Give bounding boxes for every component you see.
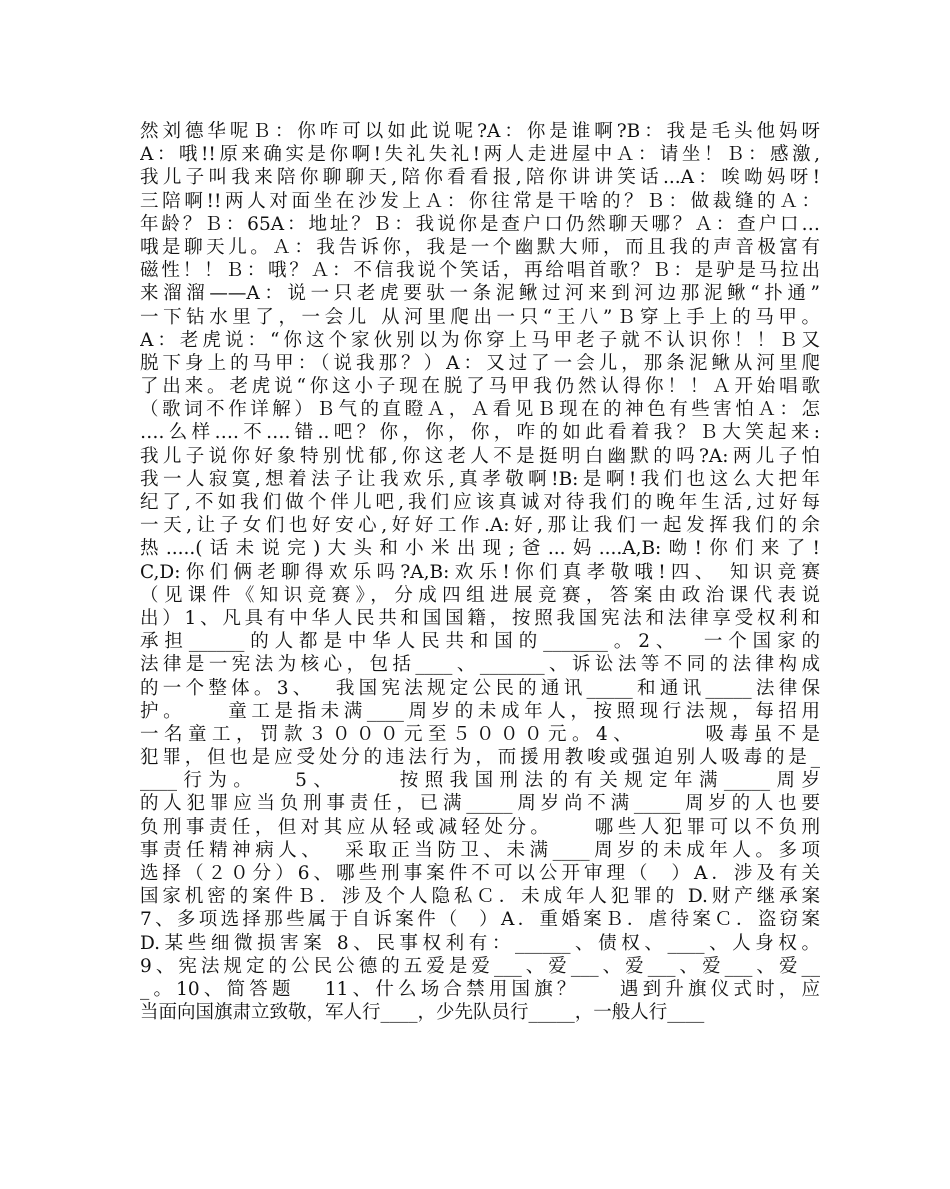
text-line: 出）1、凡具有中华人民共和国国籍，按照我国宪法和法律享受权利和 xyxy=(140,607,820,629)
text-line: ….么样….不….错..吧？你，你，你，咋的如此看着我？Ｂ大笑起来: xyxy=(140,422,820,444)
text-line: 磁性！！Ｂ：哦？Ａ：不信我说个笑话，再给唱首歌？Ｂ：是驴是马拉出 xyxy=(140,260,820,282)
text-line: 犯罪，但也是应受处分的违法行为，而援用教唆或强迫别人吸毒的是_ xyxy=(140,747,820,769)
text-line: 一下钻水里了，一会儿 从河里爬出一只“王八”Ｂ穿上手上的马甲。 xyxy=(140,306,820,328)
text-line: 热.....(话未说完)大头和小米出现;爸...妈....A,B:呦!你们来了! xyxy=(140,538,820,560)
text-line: 我儿子说你好象特别忧郁,你这老人不是挺明白幽默的吗?A:两儿子怕 xyxy=(140,445,820,467)
text-line: 法律是一宪法为核心，包括____、_______、诉讼法等不同的法律构成 xyxy=(140,654,820,676)
text-line: 9、宪法规定的公民公德的五爱是爱___、爱___、爱___、爱___、爱__ xyxy=(140,955,820,977)
text-line: 的人犯罪应当负刑事责任，已满_____周岁尚不满_____周岁的人也要 xyxy=(140,793,820,815)
text-line: 的一个整体。3、 我国宪法规定公民的通讯_____和通讯_____法律保 xyxy=(140,677,820,699)
text-line: 一天,让子女们也好安心,好好工作.A:好,那让我们一起发挥我们的余 xyxy=(140,515,820,537)
text-line: 我一人寂寞,想着法子让我欢乐,真孝敬啊!B:是啊!我们也这么大把年 xyxy=(140,468,820,490)
text-line: 7、多项选择那些属于自诉案件（ ）A．重婚案Ｂ．虐待案Ｃ．盗窃案 xyxy=(140,909,820,931)
text-line: 然刘德华呢Ｂ：你咋可以如此说呢?A：你是谁啊?B：我是毛头他妈呀 xyxy=(140,121,820,142)
text-line: C,D:你们俩老聊得欢乐吗?A,B:欢乐!你们真孝敬哦!四、 知识竞赛 xyxy=(140,561,820,583)
text-line: D.某些细微损害案 8、民事权利有：______、债权、____、人身权。 xyxy=(140,932,820,954)
text-line: 了出来。老虎说“你这小子现在脱了马甲我仍然认得你！！Ａ开始唱歌 xyxy=(140,376,820,398)
text-line: 三陪啊!!两人对面坐在沙发上Ａ：你往常是干啥的？Ｂ：做裁缝的Ａ： xyxy=(140,190,820,212)
text-line: 一名童工，罚款３０００元至５０００元。4、 吸毒虽不是 xyxy=(140,723,820,745)
document-page xyxy=(140,120,820,1080)
text-line: 来溜溜——A：说一只老虎要驮一条泥鳅过河来到河边那泥鳅“扑通” xyxy=(140,283,820,305)
text-line: 护。 童工是指未满____周岁的未成年人，按照现行法规，每招用 xyxy=(140,700,820,722)
text-line: 年龄？Ｂ：65A：地址？Ｂ：我说你是查户口仍然聊天哪？Ａ：查户口… xyxy=(140,213,820,235)
text-line: （歌词不作详解）Ｂ气的直瞪Ａ，Ａ看见Ｂ现在的神色有些害怕Ａ：怎 xyxy=(140,399,820,421)
text-line: 当面向国旗肃立致敬，军人行____，少先队员行_____，一般人行____ xyxy=(140,1002,705,1024)
text-line: 哦是聊天儿。Ａ：我告诉你，我是一个幽默大师，而且我的声音极富有 xyxy=(140,236,820,258)
text-line: 纪了,不如我们做个伴儿吧,我们应该真诚对待我们的晚年生活,过好每 xyxy=(140,492,820,513)
text-line: （见课件《知识竞赛》，分成四组进展竞赛，答案由政治课代表说 xyxy=(140,584,820,606)
text-line: 选择（２０分）6、哪些刑事案件不可以公开审理（ ）A．涉及有关 xyxy=(140,863,820,884)
text-line: 负刑事责任，但对其应从轻或减轻处分。 哪些人犯罪可以不负刑 xyxy=(140,816,820,838)
text-line: _。10、简答题 11、什么场合禁用国旗？ 遇到升旗仪式时，应 xyxy=(140,978,820,1000)
text-line: 承担______的人都是中华人民共和国的_______。2、 一个国家的 xyxy=(140,631,820,653)
text-line: ____行为。 5、 按照我国刑法的有关规定年满_____周岁 xyxy=(140,770,820,792)
text-line: 脱下身上的马甲：（说我那？）A：又过了一会儿，那条泥鳅从河里爬 xyxy=(140,352,820,374)
text-line: 国家机密的案件Ｂ．涉及个人隐私Ｃ．未成年人犯罪的 D.财产继承案 xyxy=(140,886,820,908)
text-line: A：老虎说：“你这个家伙别以为你穿上马甲老子就不认识你！！Ｂ又 xyxy=(140,329,820,351)
text-line: A：哦!!原来确实是你啊!失礼失礼!两人走进屋中Ａ：请坐！Ｂ：感激, xyxy=(140,144,820,166)
text-line: 我儿子叫我来陪你聊聊天,陪你看看报,陪你讲讲笑话...A：唉呦妈呀! xyxy=(140,167,820,189)
text-line: 事责任精神病人、 采取正当防卫、未满____周岁的未成年人。多项 xyxy=(140,839,820,861)
